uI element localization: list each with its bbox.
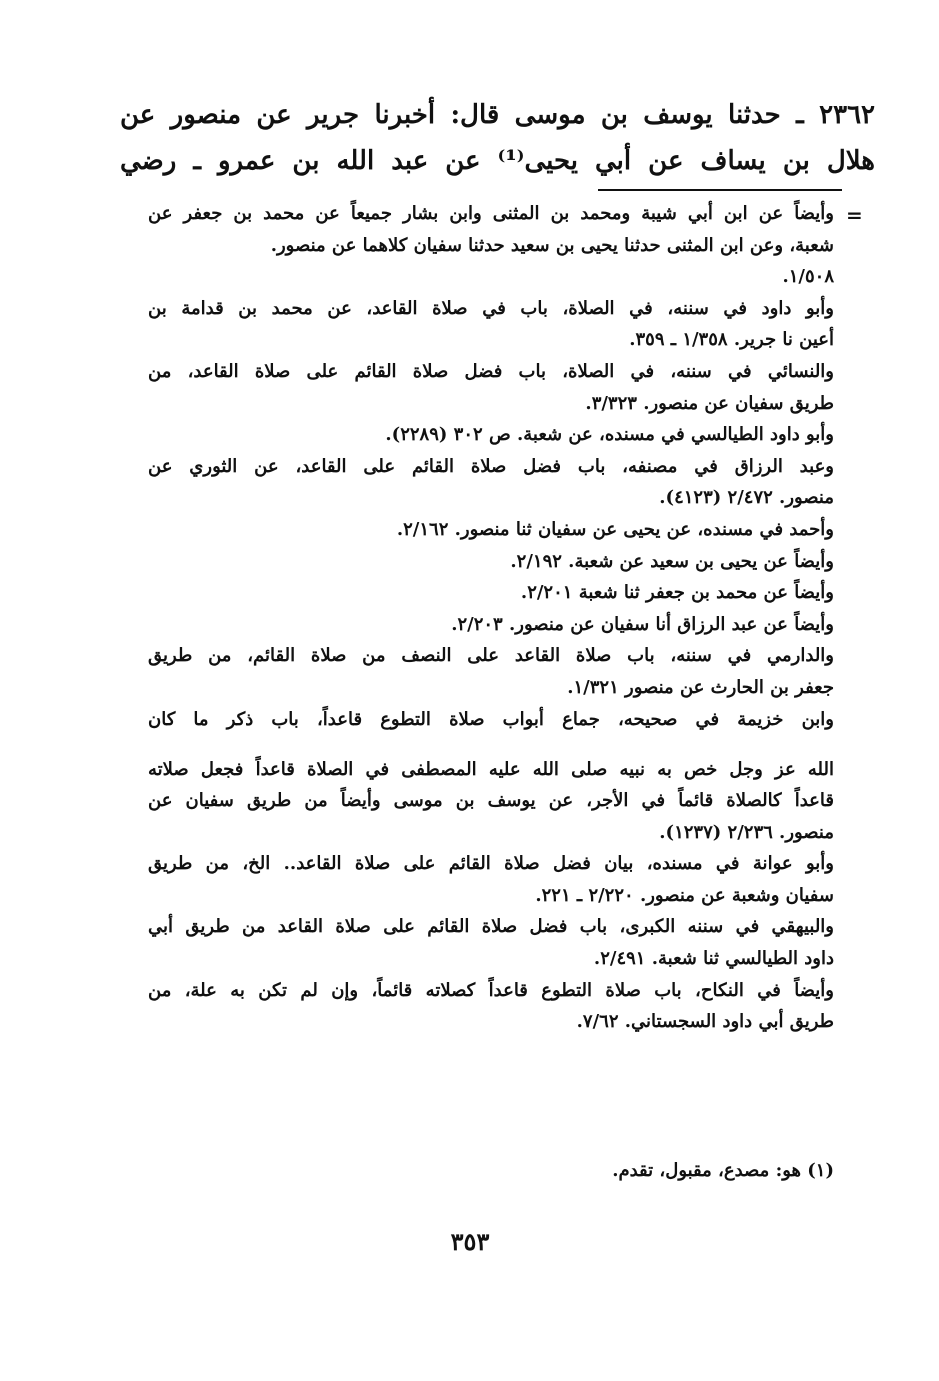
note-line: والدارمي في سننه، باب صلاة القاعد على النصف من صلاة القائم، من طريق [148,645,834,667]
hadith-text [120,92,875,184]
note-line: طريق سفيان عن منصور. ٣/٣٢٣. [585,392,834,414]
hadith-line: ٢٣٦٢ ـ حدثنا يوسف بن موسى قال: أخبرنا جرير عن منصور عن [120,100,875,130]
note-line: وأحمد في مسنده، عن يحيى عن سفيان ثنا منصور. ٢/١٦٢. [396,518,834,540]
takhrij-notes [148,198,834,1038]
note-line: قاعداً كالصلاة قائماً في الأجر، عن يوسف بن موسى وأيضاً من طريق سفيان عن [148,790,834,812]
note-line: وأيضاً في النكاح، باب صلاة التطوع قاعداً كصلاته قائماً، وإن لم تكن به علة، من [148,979,834,1001]
note-line: وأيضاً عن محمد بن جعفر ثنا شعبة ٢/٢٠١. [520,582,834,604]
note-line: سفيان وشعبة عن منصور. ٢/٢٢٠ ـ ٢٢١. [535,884,834,906]
footnote: (١) هو: مصدع، مقبول، تقدم. [612,1160,834,1181]
note-line: ١/٥٠٨. [782,266,834,288]
note-line: وابن خزيمة في صحيحه، جماع أبواب صلاة التطوع قاعداً، باب ذكر ما كان [148,708,834,730]
continuation-mark: = [846,203,863,227]
note-line: وأبو عوانة في مسنده، بيان فضل صلاة القائم على صلاة القاعد.. الخ، من طريق [148,853,834,875]
note-line: شعبة، وعن ابن المثنى حدثنا يحيى بن سعيد حدثنا سفيان كلاهما عن منصور. [270,234,834,256]
hadith-line: هلال بن يساف عن أبي يحيى⁽¹⁾ عن عبد الله بن عمرو ـ رضي [120,146,875,176]
note-line: والنسائي في سننه، في الصلاة، باب فضل صلاة القائم على صلاة القاعد، من [148,360,834,382]
footnote-separator [598,189,842,191]
note-line: منصور. ٢/٤٧٢ (٤١٢٣). [659,487,834,509]
note-line: داود الطيالسي ثنا شعبة. ٢/٤٩١. [593,948,834,970]
note-line: طريق أبي داود السجستاني. ٧/٦٢. [576,1011,834,1033]
note-line: وأيضاً عن ابن أبي شيبة ومحمد بن المثنى وابن بشار جميعاً عن محمد بن جعفر عن [148,203,834,224]
note-line: منصور. ٢/٢٣٦ (١٢٣٧). [659,821,834,843]
note-line: والبيهقي في سننه الكبرى، باب فضل صلاة القائم على صلاة القاعد من طريق أبي [148,916,834,938]
note-line: وأبو داود الطيالسي في مسنده، عن شعبة. ص ٣٠٢ (٢٢٨٩). [385,424,834,446]
note-line: وأيضاً عن يحيى بن سعيد عن شعبة. ٢/١٩٢. [510,550,834,572]
note-line: وأيضاً عن عبد الرزاق أنا سفيان عن منصور. ٢/٢٠٣. [451,613,834,635]
page-number: ٣٥٣ [450,1227,490,1256]
note-line: وأبو داود في سننه، في الصلاة، باب في صلاة القاعد، عن محمد بن قدامة بن [148,297,834,319]
note-line: وعبد الرزاق في مصنفه، باب فضل صلاة القائم على القاعد، عن الثوري عن [148,455,834,477]
note-line: أعين نا جرير. ١/٣٥٨ ـ ٣٥٩. [629,329,834,351]
note-line: جعفر بن الحارث عن منصور ١/٣٢١. [567,676,834,698]
note-line: الله عز وجل خص به نبيه صلى الله عليه المصطفى في الصلاة قاعداً فجعل صلاته [148,758,834,780]
